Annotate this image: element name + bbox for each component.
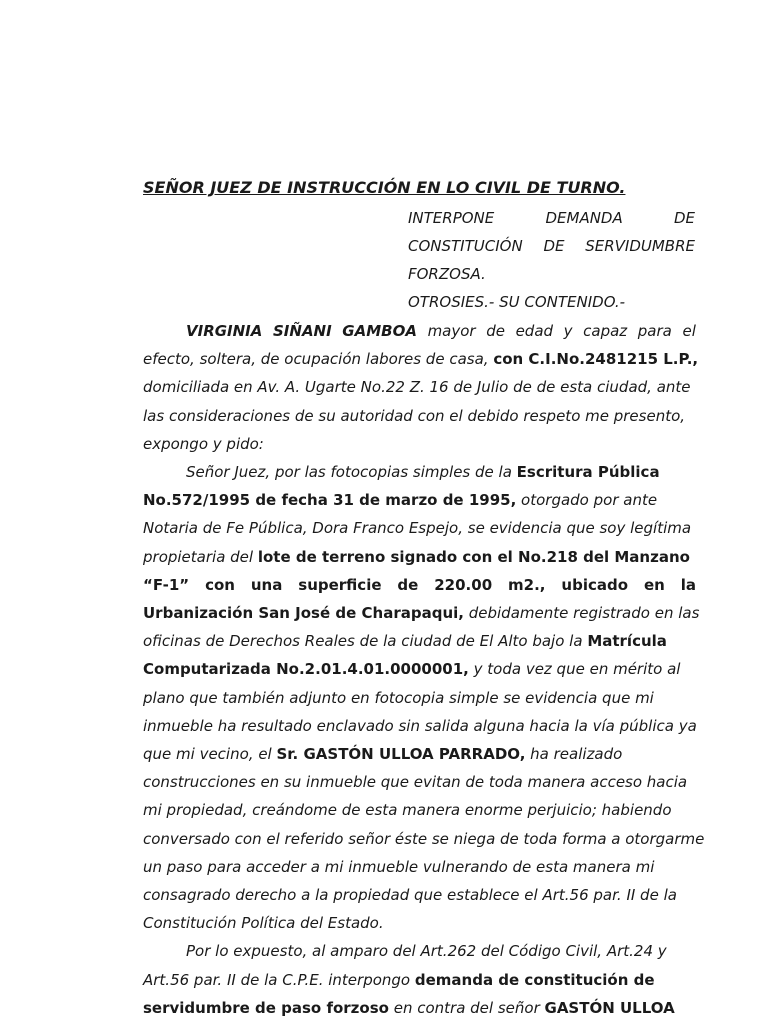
body-line: que mi vecino, el Sr. GASTÓN ULLOA PARRADO, ha realizado <box>143 745 623 764</box>
sumilla-line: FORZOSA. <box>408 265 486 283</box>
body-line: domiciliada en Av. A. Ugarte No.22 Z. 16 de Julio de de esta ciudad, ante <box>143 378 691 397</box>
sumilla-line: CONSTITUCIÓN DE SERVIDUMBRE <box>408 237 695 255</box>
body-line: construcciones en su inmueble que evitan de toda manera acceso hacia <box>143 773 688 792</box>
body-line: propietaria del lote de terreno signado con el No.218 del Manzano <box>143 547 690 566</box>
body-line: conversado con el referido señor éste se niega de toda forma a otorgarme <box>143 829 705 848</box>
body-line: mi propiedad, creándome de esta manera enorme perjuicio; habiendo <box>143 801 672 820</box>
body-line: Constitución Política del Estado. <box>143 914 384 933</box>
body-line: plano que también adjunto en fotocopia simple se evidencia que mi <box>143 688 654 707</box>
body-line: Art.56 par. II de la C.P.E. interpongo demanda de constitución de <box>143 970 655 989</box>
body-line: VIRGINIA SIÑANI GAMBOA mayor de edad y capaz para el <box>186 322 696 340</box>
body-line: efecto, soltera, de ocupación labores de casa, con C.I.No.2481215 L.P., <box>143 350 699 369</box>
body-line: consagrado derecho a la propiedad que establece el Art.56 par. II de la <box>143 886 677 905</box>
body-line: oficinas de Derechos Reales de la ciudad de El Alto bajo la Matrícula <box>143 632 667 651</box>
sumilla-line: OTROSIES.- SU CONTENIDO.- <box>408 293 626 311</box>
body-line: expongo y pido: <box>143 434 264 453</box>
document-title: SEÑOR JUEZ DE INSTRUCCIÓN EN LO CIVIL DE TURNO. <box>143 178 626 197</box>
body-line: las consideraciones de su autoridad con el debido respeto me presento, <box>143 406 686 425</box>
body-line: servidumbre de paso forzoso en contra del señor GASTÓN ULLOA <box>143 998 675 1017</box>
body-line: Computarizada No.2.01.4.01.0000001, y toda vez que en mérito al <box>143 660 681 679</box>
sumilla-block <box>408 204 695 316</box>
body-line: Señor Juez, por las fotocopias simples de la Escritura Pública <box>186 463 660 482</box>
body-line: Urbanización San José de Charapaqui, debidamente registrado en las <box>143 604 700 623</box>
body-line: No.572/1995 de fecha 31 de marzo de 1995, otorgado por ante <box>143 491 658 510</box>
sumilla-line: INTERPONE DEMANDA DE <box>408 209 695 227</box>
body-line: Por lo expuesto, al amparo del Art.262 del Código Civil, Art.24 y <box>186 942 667 961</box>
body-line: “F-1” con una superficie de 220.00 m2., ubicado en la <box>143 575 696 594</box>
body-line: un paso para acceder a mi inmueble vulnerando de esta manera mi <box>143 857 655 876</box>
body-line: inmueble ha resultado enclavado sin salida alguna hacia la vía pública ya <box>143 716 697 735</box>
body-line: Notaria de Fe Pública, Dora Franco Espejo, se evidencia que soy legítima <box>143 519 692 538</box>
document-body <box>143 317 705 1022</box>
